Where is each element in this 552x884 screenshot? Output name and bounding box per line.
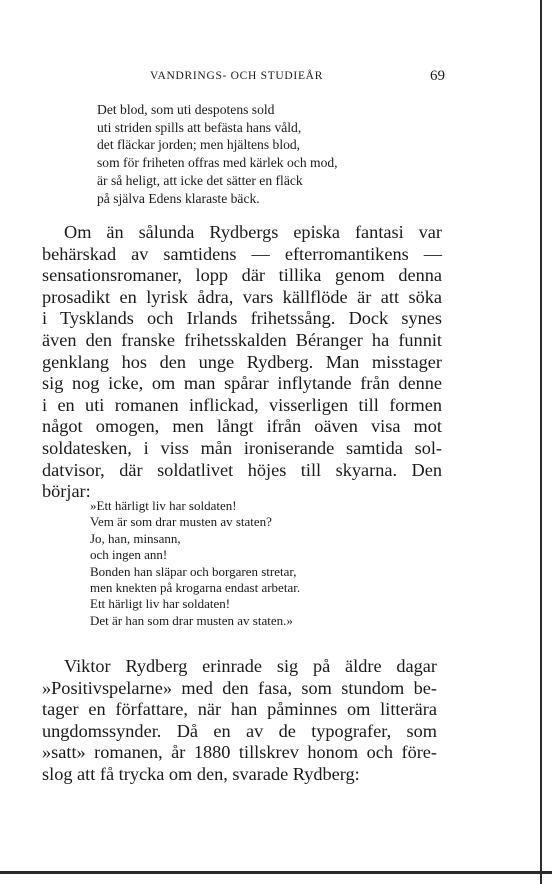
poem-line: som för friheten offras med kärlek och mod, [97,155,338,171]
running-title: VANDRINGS- OCH STUDIEÅR [150,70,324,82]
paragraph-line: i Tysklands och Irlands frihetssång. Dock synes [42,308,442,329]
paragraph-line: något omogen, men långt ifrån oäven visa mot [42,416,442,437]
poem-line: uti striden spills att befästa hans våld, [97,119,302,135]
poem-line: på själva Edens klaraste bäck. [97,190,260,206]
poem-line: Det är han som drar musten av staten.» [90,612,293,628]
poem-line: är så heligt, att icke det sätter en fläck [97,172,303,188]
paragraph-line: prosadikt en lyrisk ådra, vars källflöde är att söka [42,286,442,307]
paragraph-line: i en uti romanen inflickad, visserligen till formen [42,394,442,415]
paragraph-1 [42,222,442,503]
poem-line: det fläckar jorden; men hjältens blod, [97,137,301,153]
paragraph-line: sig nog icke, om man spårar inflytande från denne [42,373,442,394]
page-header [0,70,540,90]
poem-line: Ett härligt liv har soldaten! [90,596,231,612]
poem-quote-1 [97,101,338,207]
paragraph-line: Om än sålunda Rydbergs episka fantasi var [64,222,442,242]
paragraph-line: behärskad av samtidens — efterromantikens — [42,243,442,264]
page-number: 69 [430,68,445,84]
paragraph-line: genklang hos den unge Rydberg. Man misstager [42,351,442,372]
paragraph-line: ungdomssynder. Då en av de typografer, som [42,720,437,741]
paragraph-2 [42,656,437,786]
poem-line: och ingen ann! [90,547,168,563]
poem-line: Vem är som drar musten av staten? [90,514,272,530]
paragraph-line: »satt» romanen, år 1880 tillskrev honom och före- [42,742,437,763]
page-edge-bottom [0,871,552,874]
poem-line: »Ett härligt liv har soldaten! [90,498,237,513]
poem-line: Jo, han, minsann, [90,530,181,546]
poem-line: men knekten på krogarna endast arbetar. [90,580,301,596]
paragraph-line: tager en författare, när han påminnes om litterära [42,699,437,720]
paragraph-line: slog att få trycka om den, svarade Rydberg: [42,763,360,784]
poem-quote-2 [90,498,300,629]
paragraph-line: datvisor, där soldatlivet höjes till skyarna. Den [42,459,442,480]
paragraph-line: »Positivspelarne» med den fasa, som stundom be- [42,677,437,698]
paragraph-line: börjar: [42,481,91,502]
paragraph-line: soldatesken, i viss mån ironiserande samtida sol- [42,437,442,458]
page-edge-right [540,0,542,884]
paragraph-line: även den franske frihetsskalden Béranger ha funnit [42,329,442,350]
paragraph-line: sensationsromaner, lopp där tillika genom denna [42,265,442,286]
poem-line: Det blod, som uti despotens sold [97,102,275,117]
paragraph-line: Viktor Rydberg erinrade sig på äldre dagar [64,656,437,676]
poem-line: Bonden han släpar och borgaren stretar, [90,563,297,579]
